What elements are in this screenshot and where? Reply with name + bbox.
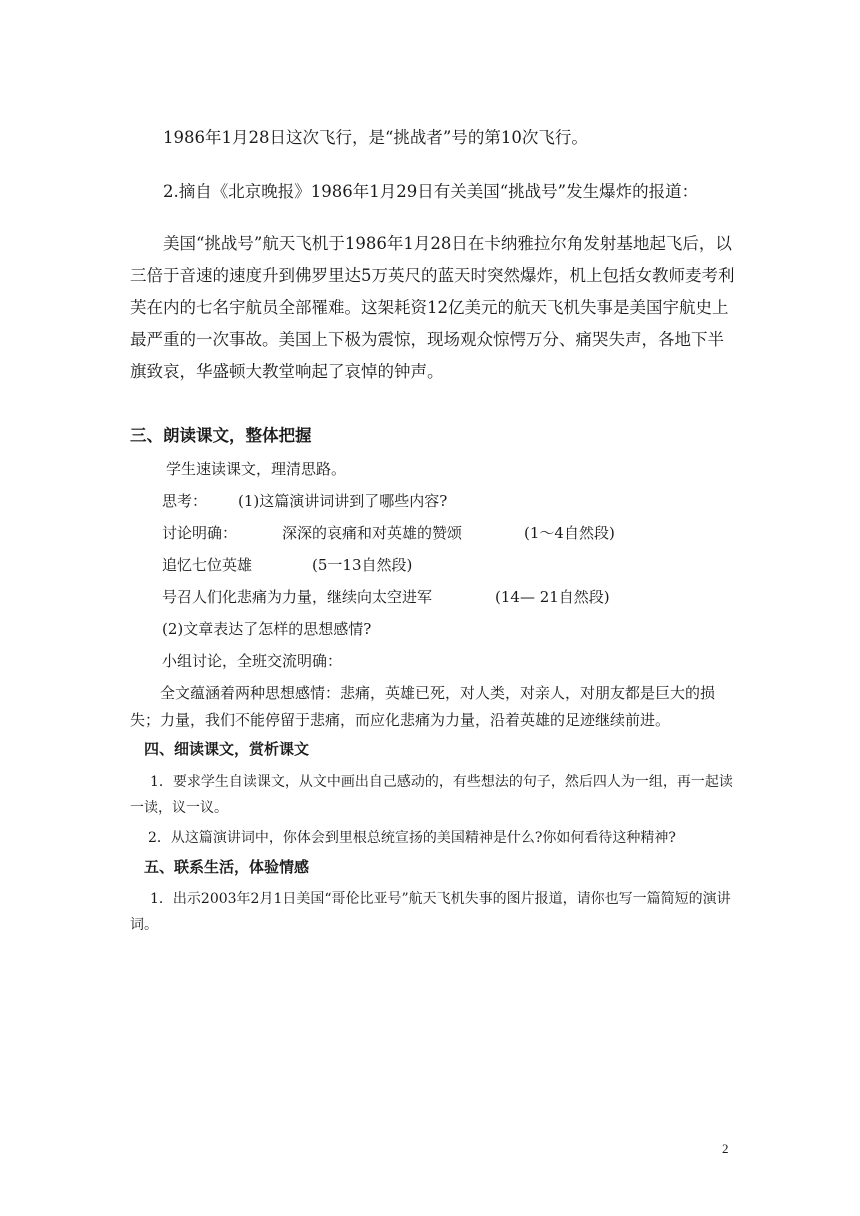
- group-discuss: 小组讨论，全班交流明确：: [162, 652, 343, 670]
- question-1: (1)这篇演讲词讲到了哪些内容?: [238, 492, 448, 510]
- outline-item-2-range: (5一13自然段): [312, 556, 413, 574]
- news-paragraph: 美国“挑战号”航天飞机于1986年1月28日在卡纳雅拉尔角发射基地起飞后，以三倍于音速的速度升到佛罗里达5万英尺的蓝天时突然爆炸，机上包括女教师麦考利芙在内的七名宇航员全部罹难。这架耗资12亿美元的航天飞机失事是美国宇航史上最严重的一次事故。美国上下极为震惊，现场观众惊愕万分、痛哭失声，各地下半旗致哀，华盛顿大教堂响起了哀悼的钟声。: [130, 234, 735, 381]
- section5-task-1: 1．出示2003年2月1日美国“哥伦比亚号”航天飞机失事的图片报道，请你也写一篇简短的演讲词。: [130, 891, 731, 933]
- page-number: 2: [722, 1141, 729, 1156]
- section3-heading: 三、朗读课文，整体把握: [130, 426, 312, 445]
- think-label: 思考：: [162, 492, 208, 510]
- question-2: (2)文章表达了怎样的思想感情?: [162, 620, 372, 638]
- outline-item-3-range: (14— 21自然段): [495, 588, 610, 606]
- section4-task-2: 2．从这篇演讲词中，你体会到里根总统宣扬的美国精神是什么?你如何看待这种精神?: [148, 830, 676, 846]
- section4-task-1: 1．要求学生自读课文，从文中画出自己感动的，有些想法的句子，然后四人为一组，再一起读一读，议一议。: [130, 774, 733, 816]
- section5-heading: 五、联系生活，体验情感: [144, 858, 310, 876]
- discuss-label: 讨论明确：: [162, 524, 238, 542]
- outline-item-2-text: 追忆七位英雄: [162, 556, 253, 574]
- outline-item-3-text: 号召人们化悲痛为力量，继续向太空进军: [162, 588, 433, 606]
- flight-note: 1986年1月28日这次飞行，是“挑战者”号的第10次飞行。: [163, 128, 588, 147]
- outline-item-1-text: 深深的哀痛和对英雄的赞颂: [282, 524, 463, 542]
- section4-heading: 四、细读课文，赏析课文: [144, 740, 310, 758]
- section3-intro: 学生速读课文，理清思路。: [166, 460, 347, 478]
- summary-paragraph: 全文蕴涵着两种思想感情：悲痛，英雄已死，对人类，对亲人，对朋友都是巨大的损失；力量，我们不能停留于悲痛，而应化悲痛为力量，沿着英雄的足迹继续前进。: [130, 684, 716, 729]
- source-heading: 2.摘自《北京晚报》1986年1月29日有关美国“挑战号”发生爆炸的报道：: [163, 182, 699, 201]
- outline-item-1-range: (1～4自然段): [524, 524, 615, 542]
